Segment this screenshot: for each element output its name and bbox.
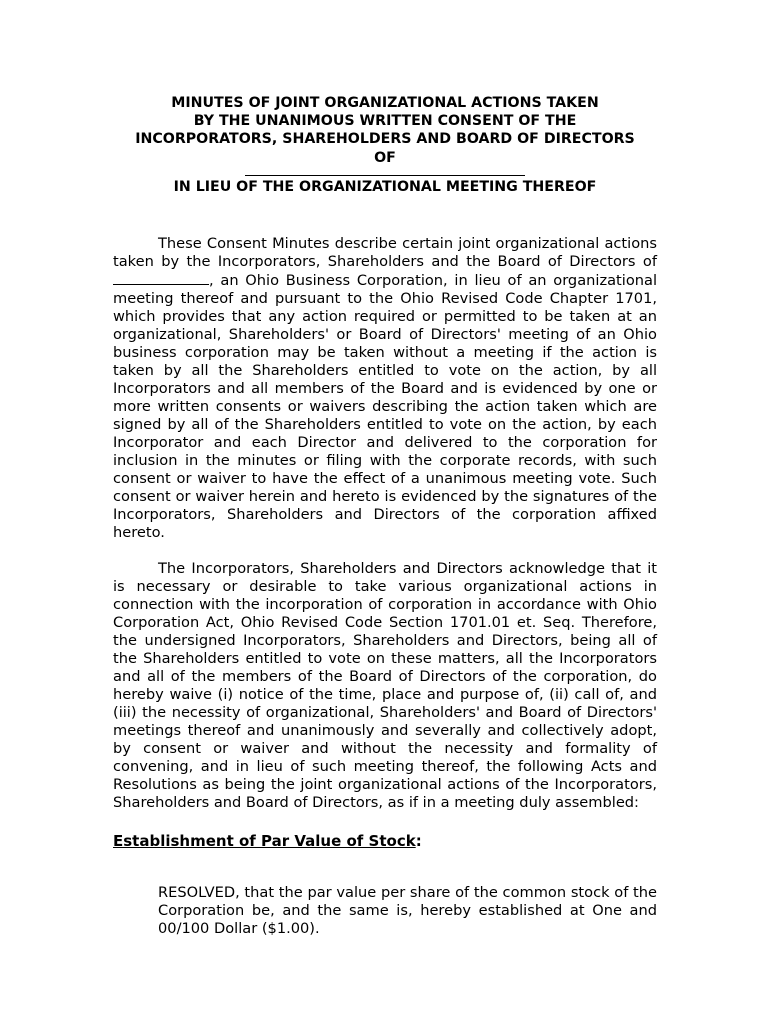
consent-minutes-paragraph [113, 235, 657, 543]
document-title [113, 94, 657, 196]
section-heading [113, 832, 422, 850]
acknowledgement-paragraph: The Incorporators, Shareholders and Directors acknowledge that it is necessary or desirable to take various organizational actions in connection with the incorporation of corporation in accordance with Ohio Corporation Act, Ohio Revised Code Section 1701.01 et. Seq. Therefore, the undersigned Incorporators, Shareholders and Directors, being all of the Shareholders entitled to vote on these matters, all the Incorporators and all of the members of the Board of Directors of the corporation, do hereby waive (i) notice of the time, place and purpose of, (ii) call of, and (iii) the necessity of organizational, Shareholders' and Board of Directors' meetings thereof and unanimously and severally and collectively adopt, by consent or waiver and without the necessity and formality of convening, and in lieu of such meeting thereof, the following Acts and Resolutions as being the joint organizational actions of the Incorporators, Shareholders and Board of Directors, as if in a meeting duly assembled: [113, 559, 657, 812]
directors-of-blank [113, 271, 209, 285]
paragraph1-part1: These Consent Minutes describe certain joint organizational actions taken by the Incorporators, Shareholders and the Board of Directors of [113, 234, 657, 270]
section-heading-colon: : [415, 832, 422, 850]
title-line-4: OF [374, 149, 396, 166]
section-heading-text: Establishment of Par Value of Stock [113, 832, 416, 850]
title-line-3: INCORPORATORS, SHAREHOLDERS AND BOARD OF DIRECTORS [135, 131, 635, 148]
title-line-1: MINUTES OF JOINT ORGANIZATIONAL ACTIONS TAKEN [171, 95, 599, 111]
title-line-2: BY THE UNANIMOUS WRITTEN CONSENT OF THE [193, 113, 577, 130]
paragraph1-part2: , an Ohio Business Corporation, in lieu of an organizational meeting thereof and pursuant to the Ohio Revised Code Chapter 1701, which provides that any action required or permitted to be taken at an organizational, Shareholders' or Board of Directors' meeting of an Ohio business corporation may be taken without a meeting if the action is taken by all the Shareholders entitled to vote on the action, by all Incorporators and all members of the Board and is evidenced by one or more written consents or waivers describing the action taken which are signed by all of the Shareholders entitled to vote on the action, by each Incorporator and each Director and delivered to the corporation for inclusion in the minutes or filing with the corporate records, with such consent or waiver to have the effect of a unanimous meeting vote. Such consent or waiver herein and hereto is evidenced by the signatures of the Incorporators, Shareholders and Directors of the corporation affixed hereto. [113, 271, 657, 542]
corporation-name-blank [245, 175, 525, 176]
par-value-resolution: RESOLVED, that the par value per share of the common stock of the Corporation be, and the same is, hereby established at One and 00/100 Dollar ($1.00). [158, 883, 657, 937]
title-line-5: IN LIEU OF THE ORGANIZATIONAL MEETING THEREOF [173, 178, 597, 195]
